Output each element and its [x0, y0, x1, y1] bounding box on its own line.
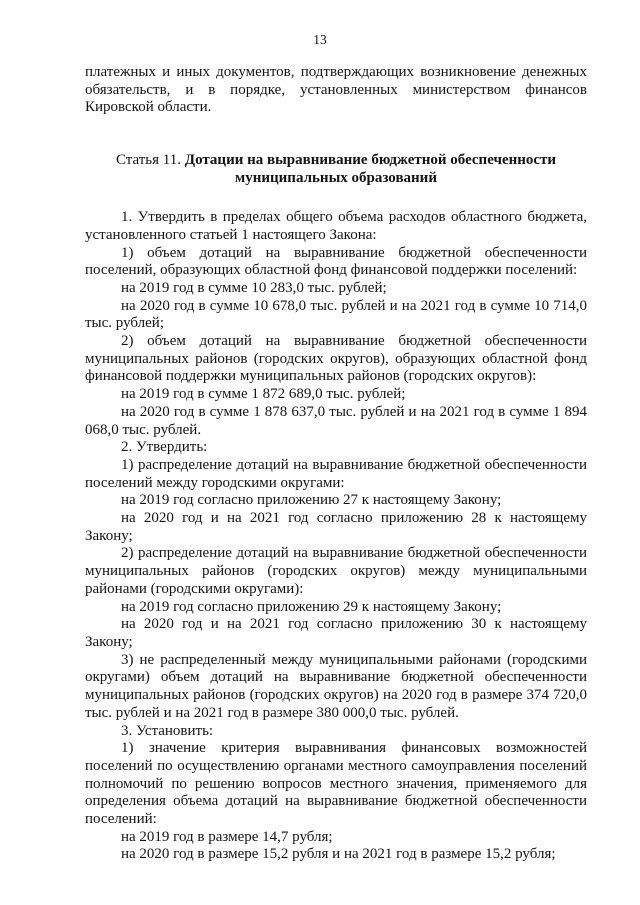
paragraph-2: 2. Утвердить:: [121, 439, 208, 456]
paragraph-2-item-2-2020-2021: на 2020 год и на 2021 год согласно приложению 30 к настоящему Закону;: [85, 616, 587, 650]
paragraph-1-item-1-2020-2021: на 2020 год в сумме 10 678,0 тыс. рублей и на 2021 год в сумме 10 714,0 тыс. рублей;: [85, 297, 587, 332]
paragraph-1-item-2-2019: на 2019 год в сумме 1 872 689,0 тыс. рублей;: [121, 386, 406, 403]
paragraph-2-item-2-2019: на 2019 год согласно приложению 29 к настоящему Закону;: [121, 598, 502, 615]
paragraph-3-item-1-2020-2021: на 2020 год в размере 15,2 рубля и на 2021 год в размере 15,2 рубля;: [121, 846, 556, 863]
article-heading: [85, 152, 587, 187]
article-title: Дотации на выравнивание бюджетной обеспеченности муниципальных образований: [184, 152, 557, 186]
paragraph-1-item-2: 2) объем дотаций на выравнивание бюджетной обеспеченности муниципальных районов (городских округов), образующих областной фонд финансовой поддержки муниципальных районов (городских округов):: [85, 333, 587, 385]
paragraph-1-item-1-2019: на 2019 год в сумме 10 283,0 тыс. рублей;: [121, 279, 387, 296]
article-label: Статья 11.: [115, 152, 181, 169]
paragraph-1-item-1: 1) объем дотаций на выравнивание бюджетной обеспеченности поселений, образующих областной фонд финансовой поддержки поселений:: [85, 244, 587, 279]
intro-text: обязательств, и в порядке, установленных министерством финансов Кировской области.: [85, 81, 587, 116]
paragraph-2-item-3: 3) не распределенный между муниципальными районами (городскими округами) объем дотаций на выравнивание бюджетной обеспеченности муниципальных районов (городских округов) на 2020 год в размере 374 720,0 тыс. рублей и на 2021 год в размере 380 000,0 тыс. рублей.: [85, 651, 587, 721]
paragraph-3-item-1-2019: на 2019 год в размере 14,7 рубля;: [121, 828, 333, 845]
intro-text-line: платежных и иных документов, подтверждающих возникновение денежных: [85, 64, 587, 80]
paragraph-1-item-2-2020-2021: на 2020 год в сумме 1 878 637,0 тыс. рублей и на 2021 год в сумме 1 894 068,0 тыс. рублей.: [85, 403, 587, 438]
paragraph-2-item-2: 2) распределение дотаций на выравнивание бюджетной обеспеченности муниципальных районов (городских округов) между муниципальными районами (городскими округами):: [85, 545, 587, 597]
page-number: 13: [313, 32, 327, 47]
paragraph-3: 3. Установить:: [121, 722, 214, 739]
paragraph-1: 1. Утвердить в пределах общего объема расходов областного бюджета, установленного статьей 1 настоящего Закона:: [85, 209, 587, 243]
paragraph-2-item-1-2020-2021: на 2020 год и на 2021 год согласно приложению 28 к настоящему Закону;: [85, 510, 587, 544]
paragraph-2-item-1: 1) распределение дотаций на выравнивание бюджетной обеспеченности поселений между городскими округами:: [85, 456, 587, 491]
paragraph-2-item-1-2019: на 2019 год согласно приложению 27 к настоящему Закону;: [121, 492, 502, 509]
document-body: [85, 64, 587, 864]
paragraph-3-item-1: 1) значение критерия выравнивания финансовых возможностей поселений по осуществлению органами местного самоуправления поселений полномочий по решению вопросов местного значения, применяемого для определения объема дотаций на выравнивание бюджетной обеспеченности поселений:: [85, 740, 587, 828]
